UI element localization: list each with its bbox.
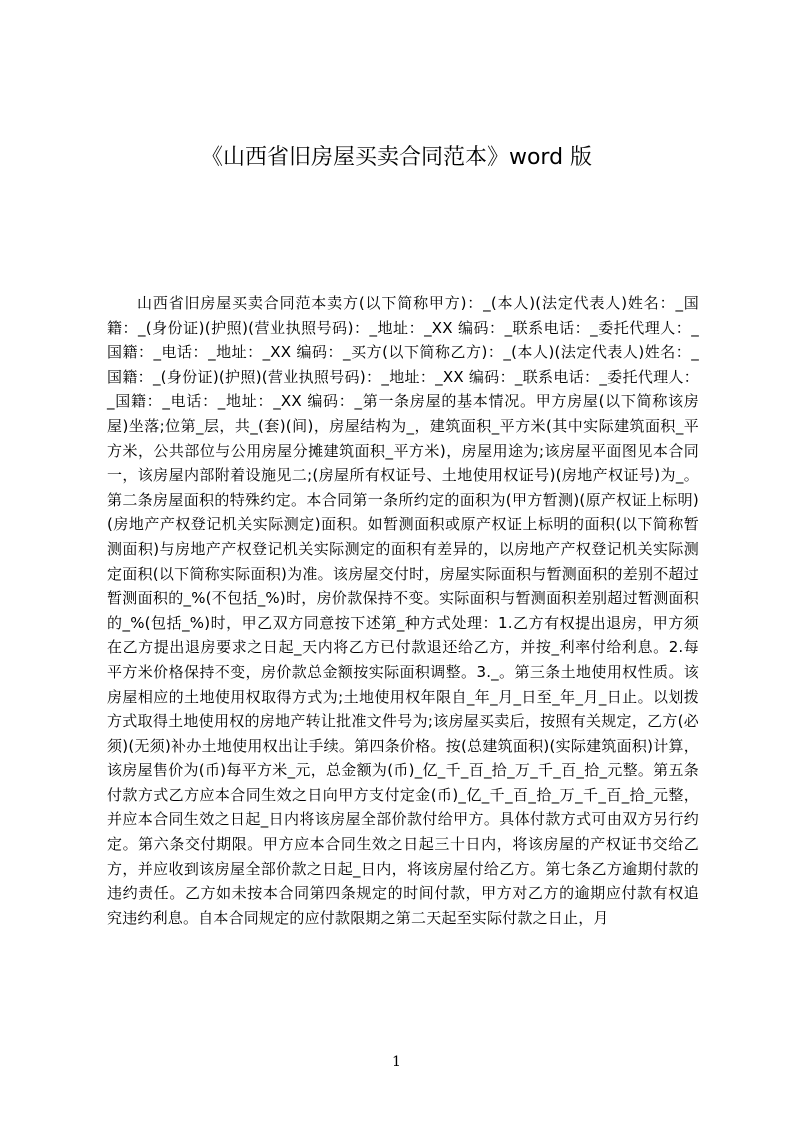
contract-body-paragraph: 山西省旧房屋买卖合同范本卖方(以下简称甲方)：_(本人)(法定代表人)姓名：_国籍：_(身份证)(护照)(营业执照号码)：_地址：_XX 编码：_联系电话：_委托代理人：_国籍：_电话：_地址：_XX 编码：_买方(以下简称乙方)：_(本人)(法定代表人)姓名：_国籍：_(身份证)(护照)(营业执照号码)：_地址：_XX 编码：_联系电话：_委托代理人：_国籍：_电话：_地址：_XX 编码：_第一条房屋的基本情况。甲方房屋(以下简称该房屋)坐落;位第_层，共_(套)(间)，房屋结构为_，建筑面积_平方米(其中实际建筑面积_平方米，公共部位与公用房屋分摊建筑面积_平方米)，房屋用途为;该房屋平面图见本合同一，该房屋内部附着设施见二;(房屋所有权证号、土地使用权证号)(房地产权证号)为_。第二条房屋面积的特殊约定。本合同第一条所约定的面积为(甲方暂测)(原产权证上标明)(房地产产权登记机关实际测定)面积。如暂测面积或原产权证上标明的面积(以下简称暂测面积)与房地产产权登记机关实际测定的面积有差异的，以房地产产权登记机关实际测定面积(以下简称实际面积)为准。该房屋交付时，房屋实际面积与暂测面积的差别不超过暂测面积的_%(不包括_%)时，房价款保持不变。实际面积与暂测面积差别超过暂测面积的_%(包括_%)时，甲乙双方同意按下述第_种方式处理：1.乙方有权提出退房，甲方须在乙方提出退房要求之日起_天内将乙方已付款退还给乙方，并按_利率付给利息。2.每平方米价格保持不变，房价款总金额按实际面积调整。3._。第三条土地使用权性质。该房屋相应的土地使用权取得方式为;土地使用权年限自_年_月_日至_年_月_日止。以划拨方式取得土地使用权的房地产转让批准文件号为;该房屋买卖后，按照有关规定，乙方(必须)(无须)补办土地使用权出让手续。第四条价格。按(总建筑面积)(实际建筑面积)计算，该房屋售价为(币)每平方米_元，总金额为(币)_亿_千_百_拾_万_千_百_拾_元整。第五条付款方式乙方应本合同生效之日向甲方支付定金(币)_亿_千_百_拾_万_千_百_拾_元整，并应本合同生效之日起_日内将该房屋全部价款付给甲方。具体付款方式可由双方另行约定。第六条交付期限。甲方应本合同生效之日起三十日内，将该房屋的产权证书交给乙方，并应收到该房屋全部价款之日起_日内，将该房屋付给乙方。第七条乙方逾期付款的违约责任。乙方如未按本合同第四条规定的时间付款，甲方对乙方的逾期应付款有权追究违约利息。自本合同规定的应付款限期之第二天起至实际付款之日止，月 — [107, 294, 699, 927]
page-title: 《山西省旧房屋买卖合同范本》word 版 — [200, 145, 593, 170]
page-number: 1 — [392, 1054, 401, 1070]
